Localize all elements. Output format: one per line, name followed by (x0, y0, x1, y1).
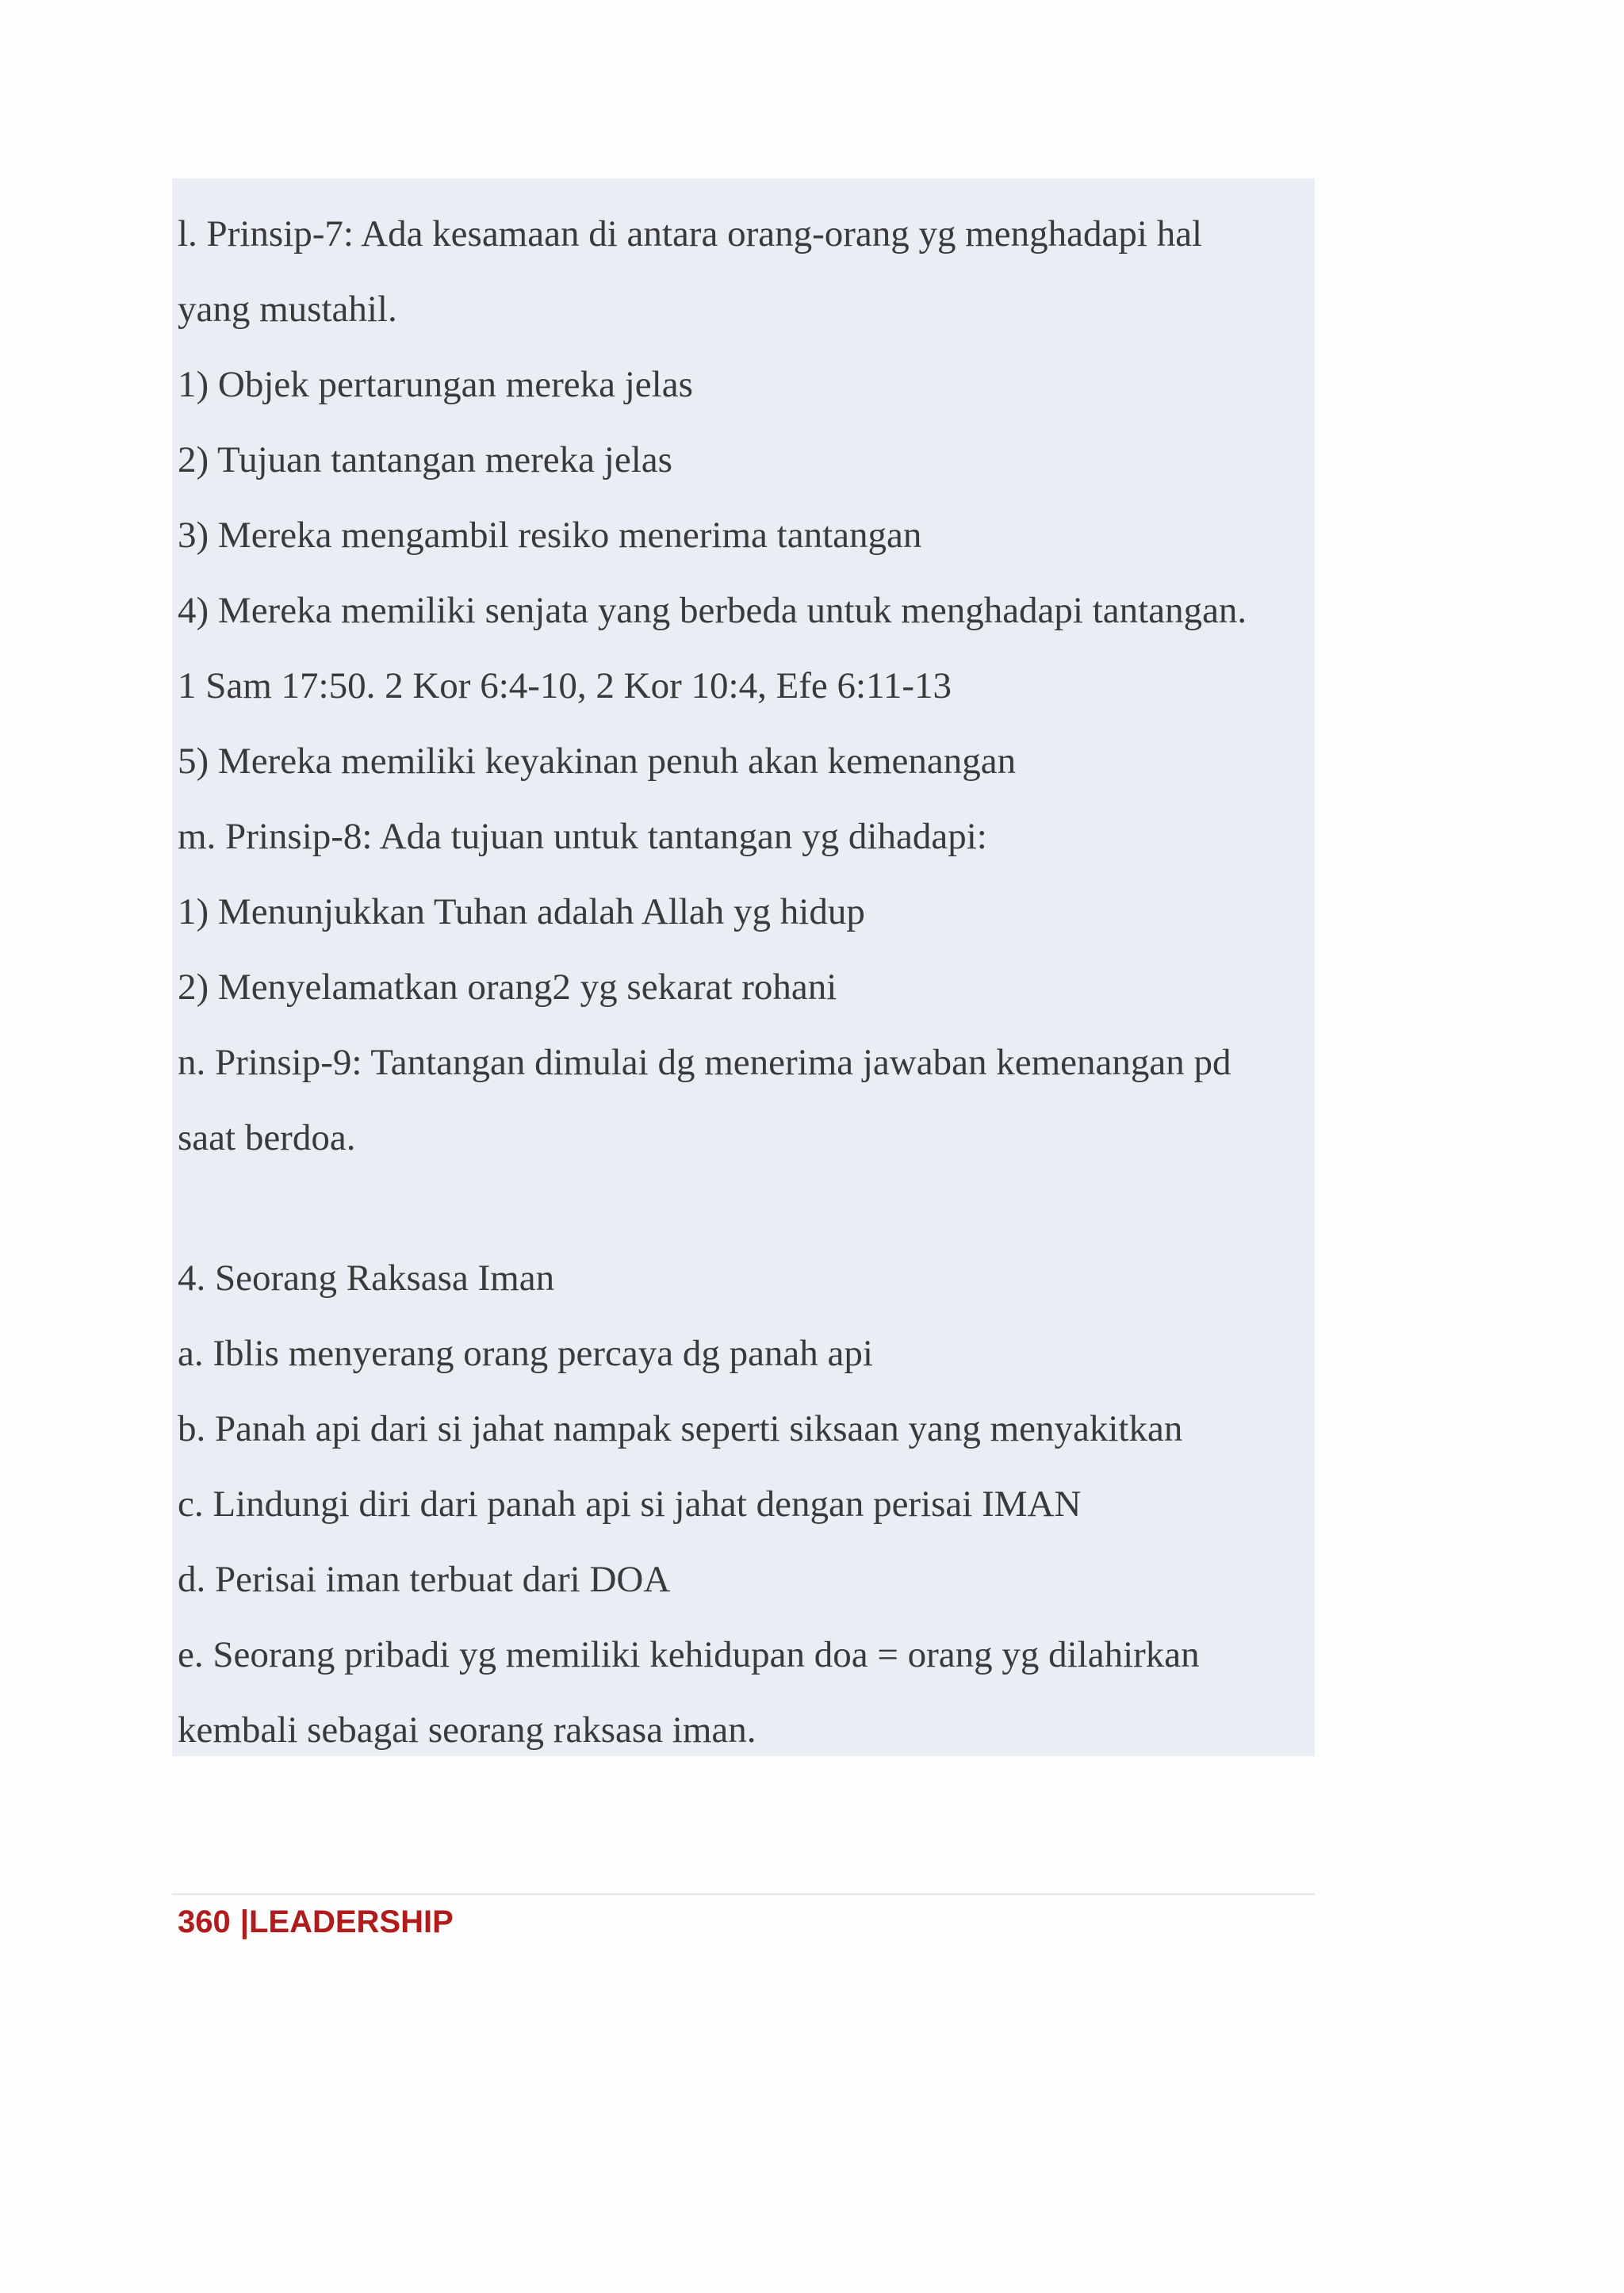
text-line: 1) Menunjukkan Tuhan adalah Allah yg hidup (178, 891, 865, 932)
text-line: 1) Objek pertarungan mereka jelas (178, 364, 693, 405)
text-line: 5) Mereka memiliki keyakinan penuh akan kemenangan (178, 741, 1017, 782)
text-line: b. Panah api dari si jahat nampak seperti siksaan yang menyakitkan (178, 1408, 1183, 1449)
text-line: 1 Sam 17:50. 2 Kor 6:4-10, 2 Kor 10:4, Efe 6:11-13 (178, 665, 952, 706)
text-line: l. Prinsip-7: Ada kesamaan di antara orang-orang yg menghadapi hal (178, 213, 1203, 255)
text-line: n. Prinsip-9: Tantangan dimulai dg menerima jawaban kemenangan pd (178, 1042, 1231, 1083)
text-line: 4) Mereka memiliki senjata yang berbeda untuk menghadapi tantangan. (178, 590, 1247, 631)
text-line: saat berdoa. (178, 1117, 356, 1158)
page-footer (178, 1898, 454, 1946)
text-line: 3) Mereka mengambil resiko menerima tantangan (178, 515, 922, 556)
text-line: m. Prinsip-8: Ada tujuan untuk tantangan yg dihadapi: (178, 816, 987, 857)
text-line: a. Iblis menyerang orang percaya dg panah api (178, 1333, 873, 1374)
text-line: d. Perisai iman terbuat dari DOA (178, 1559, 671, 1600)
highlighted-text-block (172, 178, 1315, 1756)
page-number: 360 (178, 1904, 231, 1939)
section-heading: 4. Seorang Raksasa Iman (178, 1258, 555, 1299)
text-line: e. Seorang pribadi yg memiliki kehidupan doa = orang yg dilahirkan (178, 1634, 1200, 1675)
text-line: 2) Tujuan tantangan mereka jelas (178, 439, 672, 480)
text-line: yang mustahil. (178, 289, 397, 330)
footer-separator: | (239, 1904, 249, 1939)
text-line: kembali sebagai seorang raksasa iman. (178, 1709, 756, 1751)
text-line: 2) Menyelamatkan orang2 yg sekarat rohani (178, 967, 837, 1008)
footer-divider (172, 1893, 1315, 1895)
section-title: LEADERSHIP (248, 1904, 454, 1939)
text-line: c. Lindungi diri dari panah api si jahat dengan perisai IMAN (178, 1483, 1082, 1525)
